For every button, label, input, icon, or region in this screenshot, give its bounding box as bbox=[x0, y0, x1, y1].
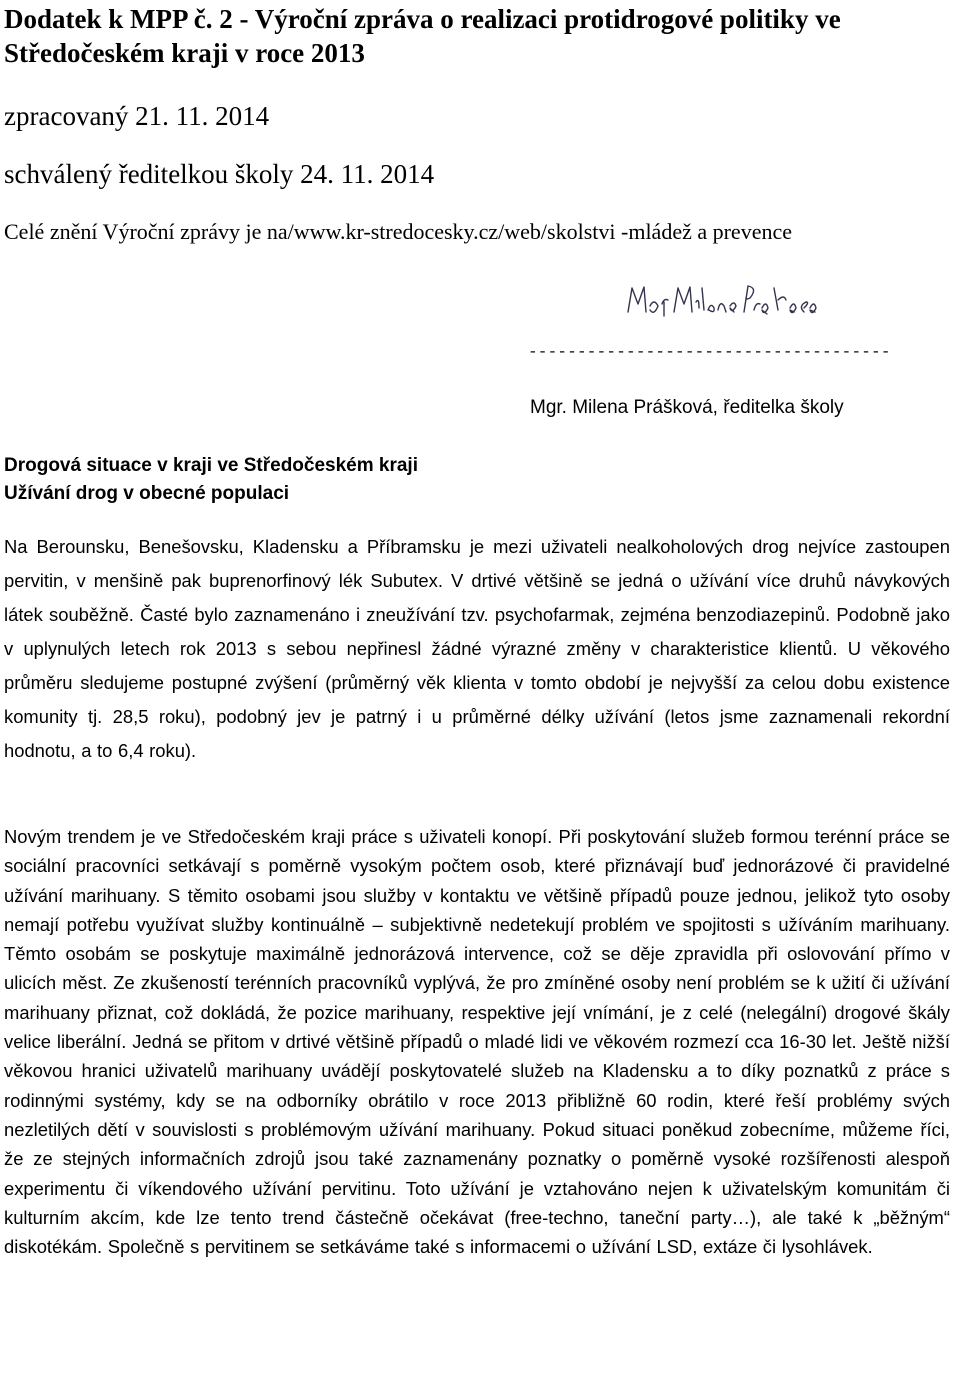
approved-date: schválený ředitelkou školy 24. 11. 2014 bbox=[4, 159, 435, 189]
prepared-date: zpracovaný 21. 11. 2014 bbox=[4, 101, 270, 131]
handwritten-signature bbox=[624, 282, 834, 320]
document-page bbox=[4, 0, 956, 1379]
section-heading-drug-use: Užívání drog v obecné populaci bbox=[4, 483, 290, 504]
signatory-name: Mgr. Milena Prášková, ředitelka školy bbox=[530, 397, 844, 418]
paragraph-cannabis-trend: Novým trendem je ve Středočeském kraji práce s uživateli konopí. Při poskytování služeb formou terénní práce se sociální pracovníci setkávají s poměrně vysokým počtem osob, které přiznávají buď jednorázové či pravidelné užívání marihuany. S těmito osobami jsou služby v kontaktu ve většině případů pouze jednou, jelikož tyto osoby nemají potřebu využívat služby kontinuálně – subjektivně nedetekují problém ve spojitosti s užíváním marihuany. Těmto osobám se poskytuje maximálně jednorázová intervence, což se děje zpravidla při oslovování přímo v ulicích měst. Ze zkušeností terénních pracovníků vyplývá, že pro zmíněné osoby není problém se k užití či užívání marihuany přiznat, což dokládá, že pozice marihuany, respektive její vnímání, je z celé (nelegální) drogové škály velice liberální. Jedná se přitom v drtivé většině případů o mladé lidi ve věkovém rozmezí cca 16-30 let. Ještě nižší věkovou hranici uživatelů marihuany uvádějí poskytovatelé služeb na Kladensku a to díky poznatků z práce s rodinnými systémy, kdy se na odborníky obrátilo v roce 2013 přibližně 60 rodin, které řeší problémy svých nezletilých dětí v souvislosti s problémovým užívání marihuany. Pokud situaci poněkud zobecníme, můžeme říci, že ze stejných informačních zdrojů jsou také zaznamenány poznatky o poměrně vysoké rozšířenosti alespoň experimentu či víkendového užívání pervitinu. Toto užívání je vztahováno nejen k uživatelským komunitám či kulturním akcím, kde lze tento trend částečně očekávat (free-techno, taneční party…), ale také k „běžným“ diskotékám. Společně s pervitinem se setkáváme také s informacemi o užívání LSD, extáze či lysohlávek. bbox=[4, 826, 950, 1258]
signature-line: ------------------------------------- bbox=[528, 343, 891, 361]
document-title: Dodatek k MPP č. 2 - Výroční zpráva o realizaci protidrogové politiky ve Středočeském kraji v roce 2013 bbox=[4, 4, 841, 68]
full-text-note: Celé znění Výroční zprávy je na/www.kr-stredocesky.cz/web/skolstvi -mládež a prevence bbox=[4, 219, 792, 244]
section-heading-drug-situation: Drogová situace v kraji ve Středočeském kraji bbox=[4, 455, 418, 476]
paragraph-drug-users: Na Berounsku, Benešovsku, Kladensku a Příbramsku je mezi uživateli nealkoholových drog nejvíce zastoupen pervitin, v menšině pak buprenorfinový lék Subutex. V drtivé většině se jedná o užívání více druhů návykových látek souběžně. Časté bylo zaznamenáno i zneužívání tzv. psychofarmak, zejména benzodiazepinů. Podobně jako v uplynulých letech rok 2013 s sebou nepřinesl žádné výrazné změny v charakteristice klientů. U věkového průměru sledujeme postupné zvýšení (průměrný věk klienta v tomto období je nejvyšší za celou dobu existence komunity tj. 28,5 roku), podobný jev je patrný i u průměrné délky užívání (letos jsme zaznamenali rekordní hodnotu, a to 6,4 roku). bbox=[4, 536, 950, 761]
